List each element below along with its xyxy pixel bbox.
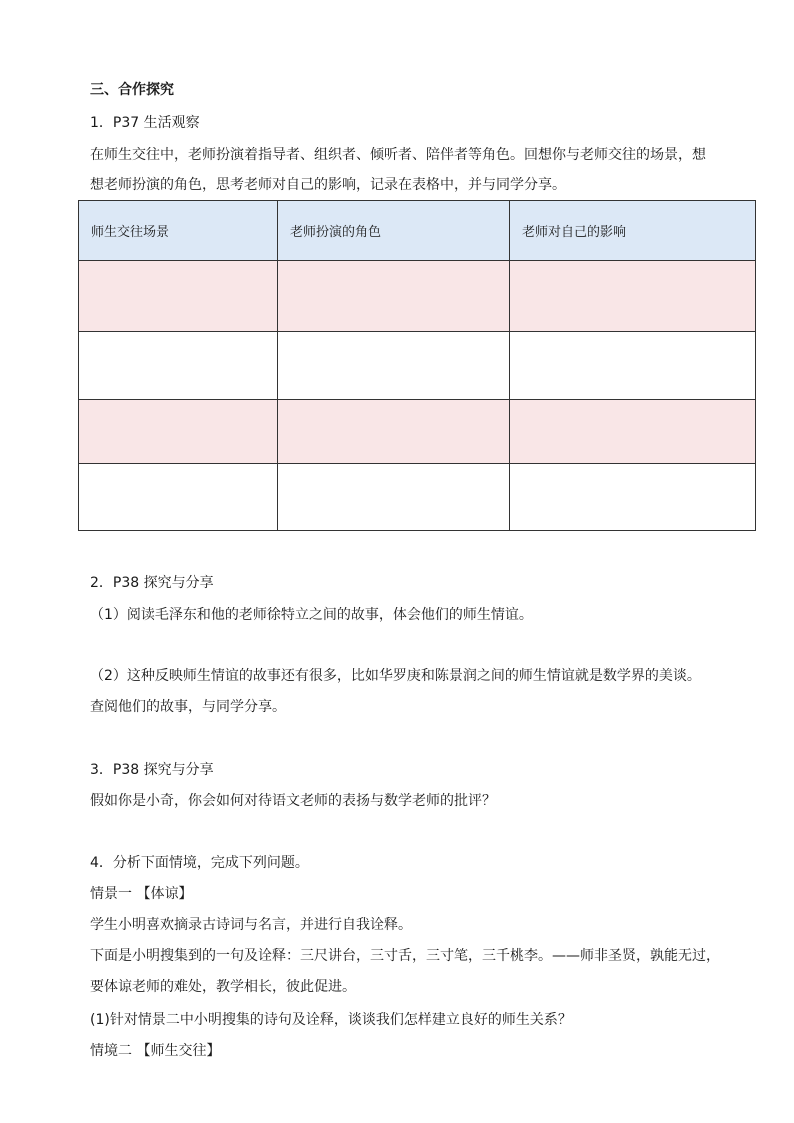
table-cell[interactable]	[510, 332, 756, 400]
table-cell[interactable]	[278, 332, 510, 400]
scene1-line3: 要体谅老师的难处，教学相长，彼此促进。	[90, 979, 356, 995]
table-cell[interactable]	[278, 464, 510, 531]
observation-table	[78, 200, 756, 531]
table-header-cell: 老师对自己的影响	[510, 201, 756, 261]
q2-sub2-line1: （2）这种反映师生情谊的故事还有很多，比如华罗庚和陈景润之间的师生情谊就是数学界的美谈。	[90, 668, 701, 684]
q3-text: 假如你是小奇，你会如何对待语文老师的表扬与数学老师的批评？	[90, 793, 496, 809]
q2-sub2-line2: 查阅他们的故事，与同学分享。	[90, 699, 286, 715]
q1-text-line2: 想老师扮演的角色，思考老师对自己的影响，记录在表格中，并与同学分享。	[90, 177, 566, 193]
table-header-cell: 老师扮演的角色	[278, 201, 510, 261]
table-cell[interactable]	[79, 400, 278, 464]
table-cell[interactable]	[79, 464, 278, 531]
q4-title: 4．分析下面情境，完成下列问题。	[90, 855, 309, 871]
q2-title: 2．P38 探究与分享	[90, 575, 214, 591]
table-cell[interactable]	[278, 400, 510, 464]
q1-title: 1．P37 生活观察	[90, 115, 200, 131]
scene1-title: 情景一 【体谅】	[90, 886, 193, 902]
q2-sub1: （1）阅读毛泽东和他的老师徐特立之间的故事，体会他们的师生情谊。	[90, 607, 533, 623]
scene1-line1: 学生小明喜欢摘录古诗词与名言，并进行自我诠释。	[90, 917, 412, 933]
table-row	[79, 332, 756, 400]
table-row	[79, 464, 756, 531]
table-cell[interactable]	[79, 332, 278, 400]
table-row	[79, 261, 756, 332]
table-cell[interactable]	[510, 400, 756, 464]
table-row	[79, 400, 756, 464]
question-1: (1)针对情景二中小明搜集的诗句及诠释，谈谈我们怎样建立良好的师生关系？	[90, 1012, 572, 1028]
table-cell[interactable]	[510, 464, 756, 531]
table-cell[interactable]	[79, 261, 278, 332]
q3-title: 3．P38 探究与分享	[90, 762, 214, 778]
table-header-row	[79, 201, 756, 261]
table-cell[interactable]	[510, 261, 756, 332]
section-heading: 三、合作探究	[90, 82, 174, 98]
table-header-cell: 师生交往场景	[79, 201, 278, 261]
scene1-line2: 下面是小明搜集到的一句及诠释：三尺讲台，三寸舌，三寸笔，三千桃李。——师非圣贤，孰能无过，	[90, 948, 720, 964]
q1-text-line1: 在师生交往中，老师扮演着指导者、组织者、倾听者、陪伴者等角色。回想你与老师交往的场景，想	[90, 147, 706, 163]
scene2-title: 情境二 【师生交往】	[90, 1043, 221, 1059]
table-cell[interactable]	[278, 261, 510, 332]
